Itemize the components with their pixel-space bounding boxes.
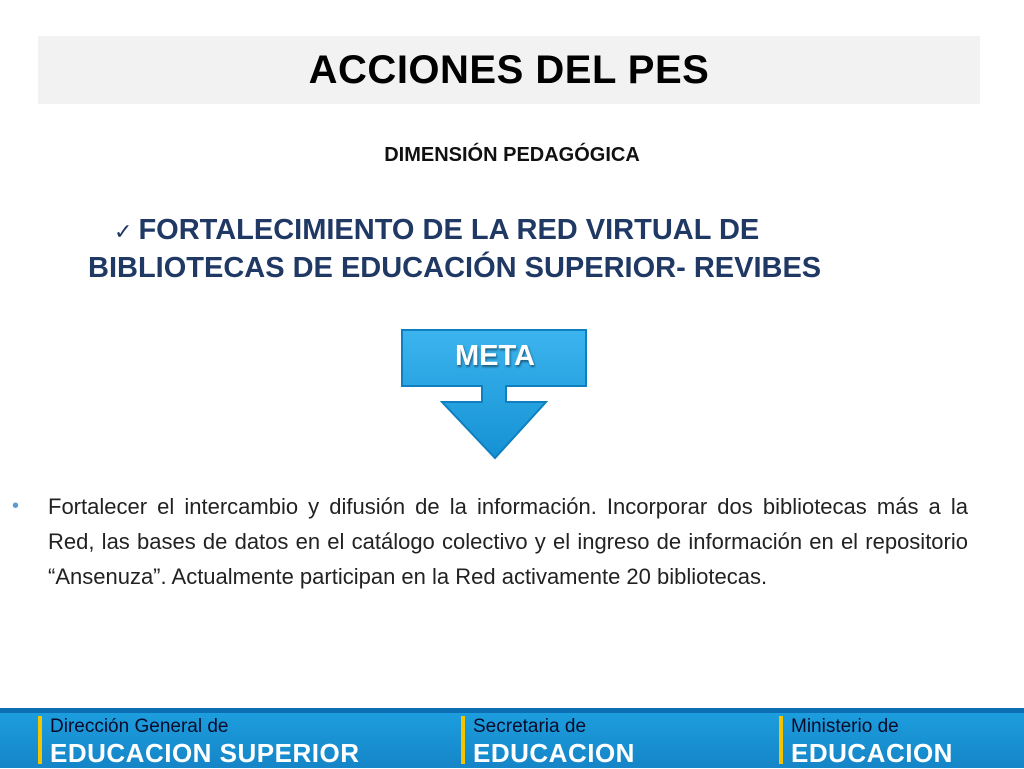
meta-arrow-callout — [398, 326, 592, 464]
footer-small-text: Ministerio de — [791, 716, 899, 737]
footer-accent-bar — [779, 716, 783, 764]
dimension-label: DIMENSIÓN PEDAGÓGICA — [384, 144, 640, 166]
footer-big-text: EDUCACION SUPERIOR — [50, 738, 360, 768]
heading-line-1 — [88, 212, 948, 250]
footer-big-text: EDUCACION — [791, 738, 953, 768]
title-bar — [38, 36, 980, 104]
heading-line-2: BIBLIOTECAS DE EDUCACIÓN SUPERIOR- REVIBES — [88, 252, 822, 284]
footer-accent-bar — [38, 716, 42, 764]
footer-small-text: Dirección General de — [50, 716, 229, 737]
heading-line-1-text: FORTALECIMIENTO DE LA RED VIRTUAL DE — [138, 214, 760, 246]
footer-accent-bar — [461, 716, 465, 764]
meta-label: META — [454, 340, 535, 372]
bullet-icon: • — [12, 495, 20, 517]
body-paragraph: Fortalecer el intercambio y difusión de la información. Incorporar dos bibliotecas más a la Red, las bases de datos en el catálogo colectivo y el ingreso de información en el repositorio “Ansenuza”. Actualmente participan en la Red activamente 20 bibliotecas. — [48, 494, 968, 589]
footer-big-text: EDUCACION — [473, 738, 635, 768]
footer-banner — [0, 708, 1024, 768]
slide-title: ACCIONES DEL PES — [308, 47, 710, 92]
footer-small-text: Secretaria de — [473, 716, 587, 737]
check-icon: ✓ — [114, 219, 133, 244]
footer-stripe — [0, 708, 1024, 713]
main-heading — [88, 212, 948, 287]
